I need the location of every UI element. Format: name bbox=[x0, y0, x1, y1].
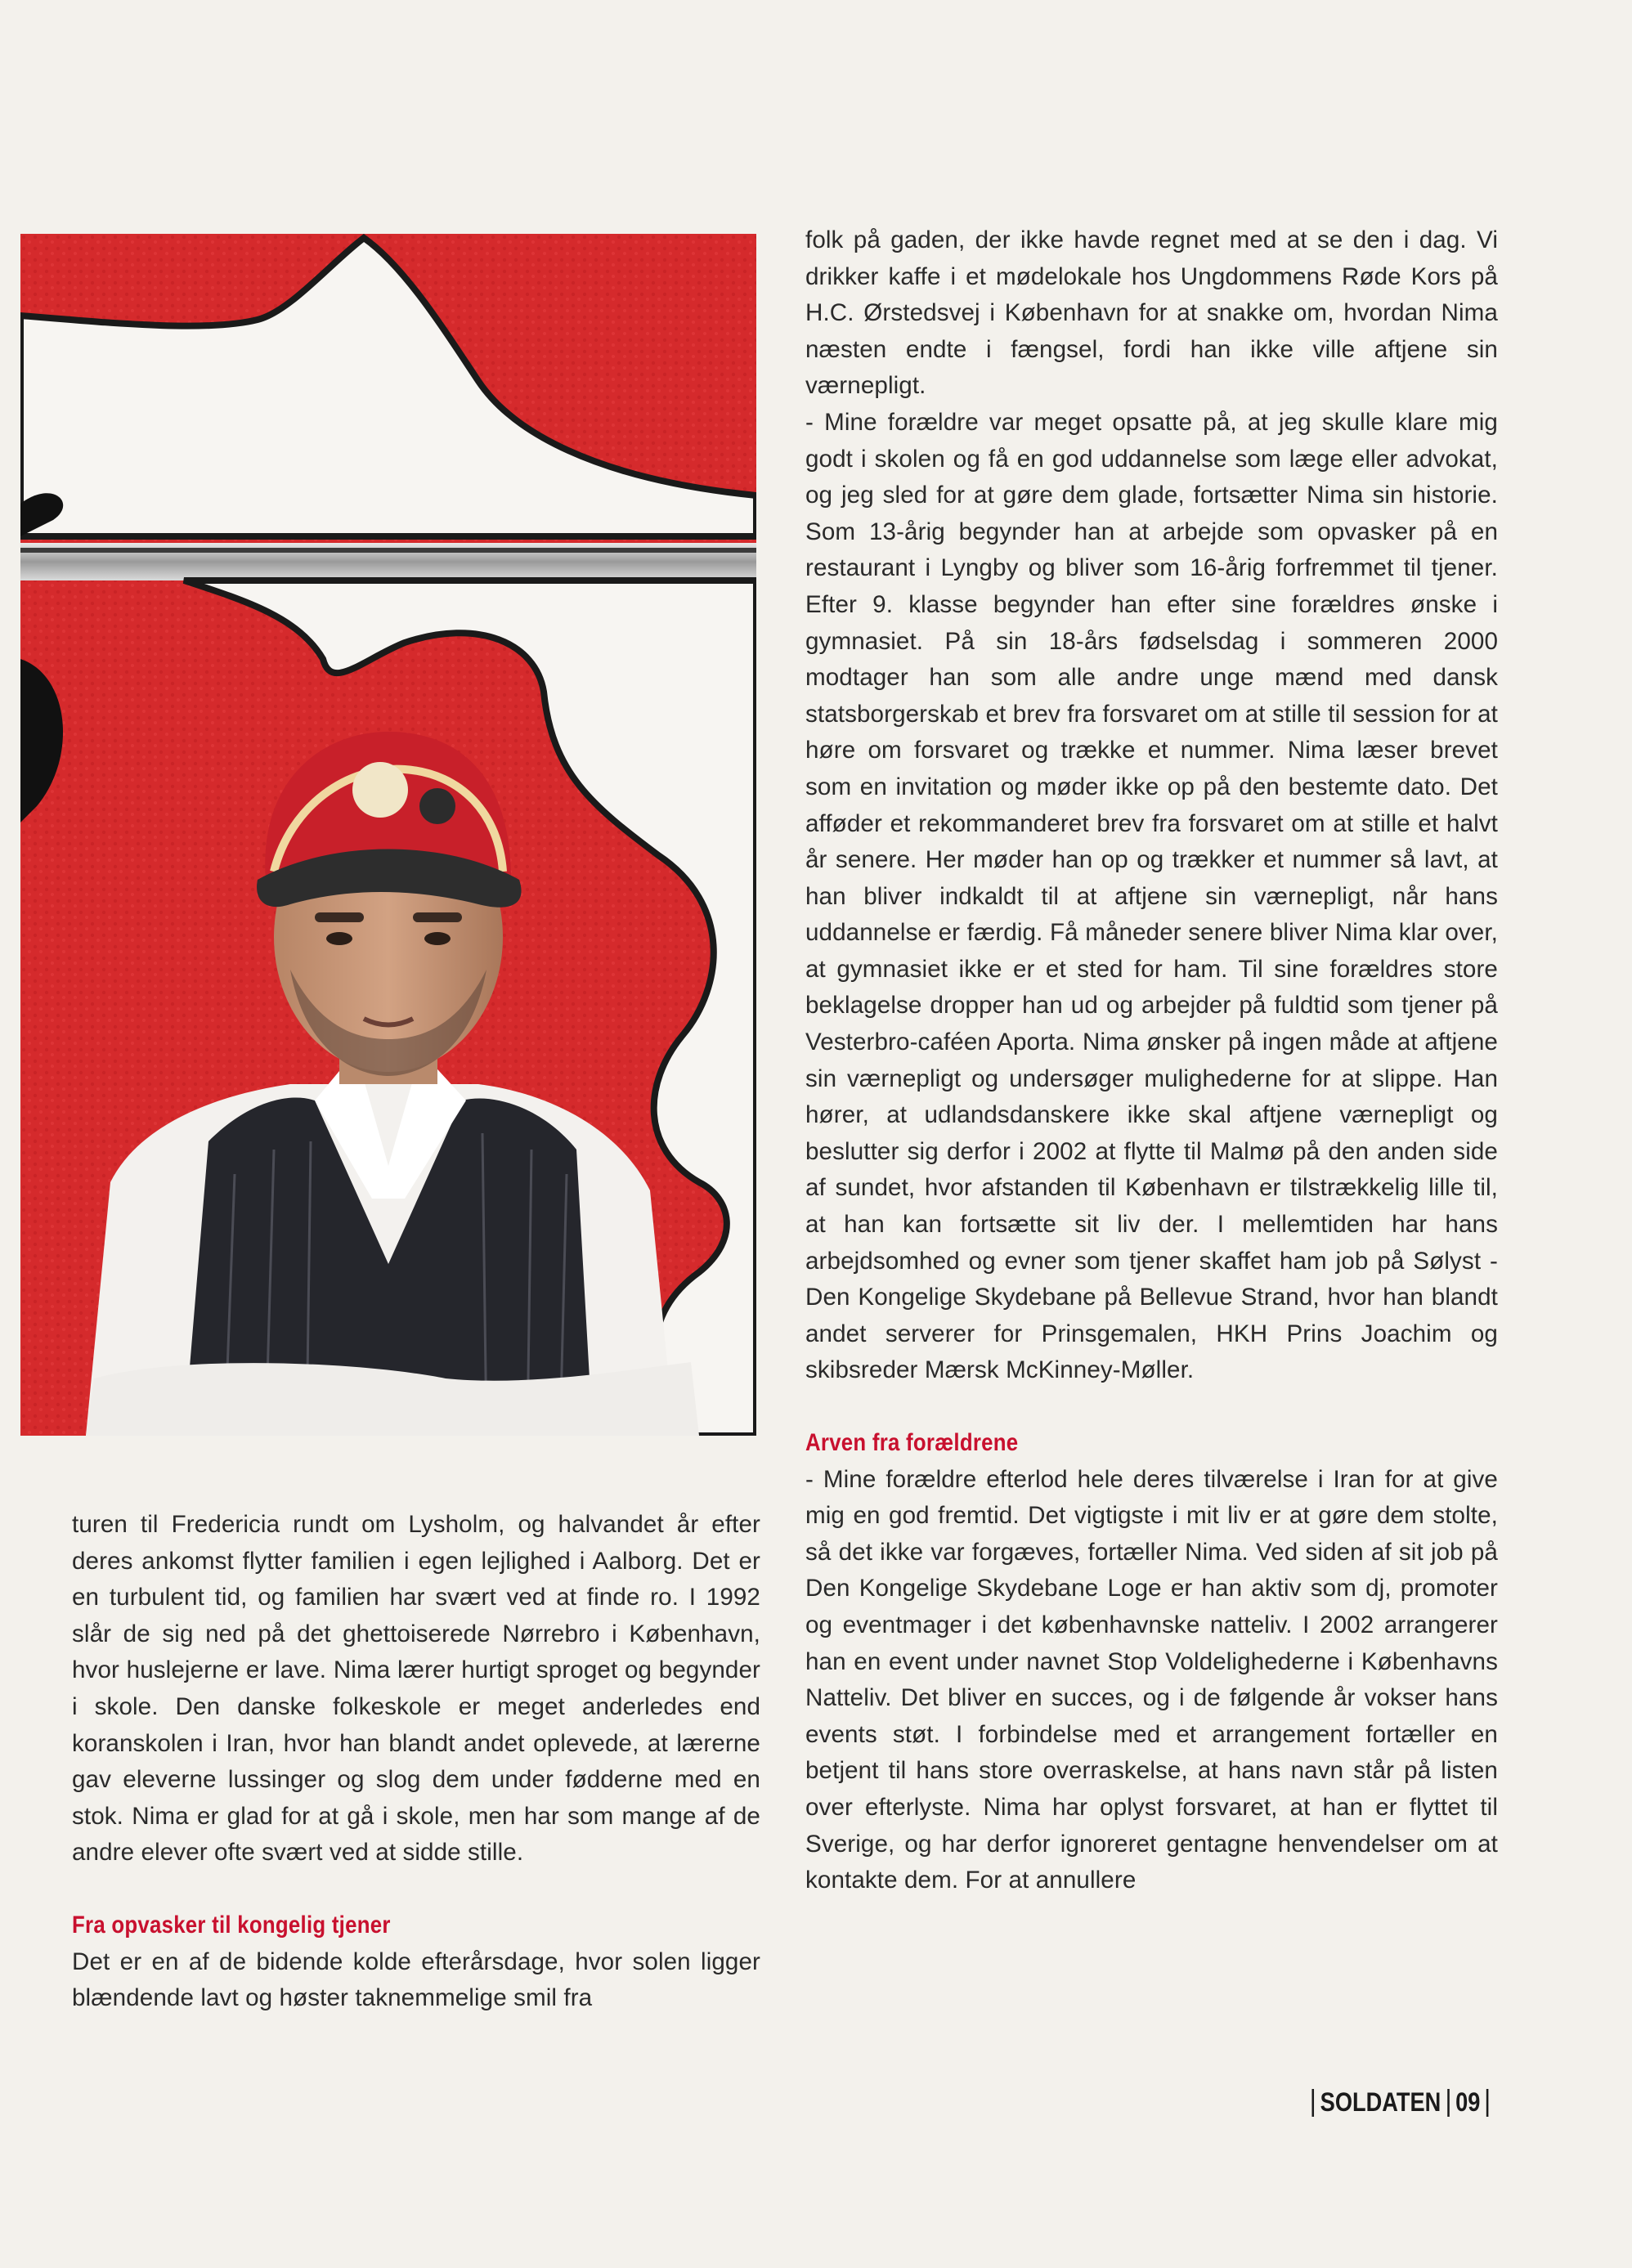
right-paragraph-3: - Mine forældre efterlod hele deres tilværelse i Iran for at give mig en god fremtid. Det vigtigste i mit liv er at gøre dem stolte, så det ikke var forgæves, fortæller Nima. Ved siden af sit job på Den Kongelige Skydebane Loge er han aktiv som dj, promoter og eventmager i det københavnske natteliv. I 2002 arrangerer han en event under navnet Stop Voldelighederne i Københavns Natteliv. Det bliver en succes, og i de følgende år vokser hans events støt. I forbindelse med et arrangement fortæller en betjent til hans store overraskelse, at hans navn står på listen over efterlyste. Nima har oplyst forsvaret, at han er flyttet til Sverige, og har derfor ignoreret gentagne henvendelser om at kontakte dem. For at annullere bbox=[805, 1465, 1498, 1894]
page-number: 09 bbox=[1455, 2087, 1481, 2117]
page-footer bbox=[1306, 2087, 1495, 2118]
left-paragraph-1: turen til Fredericia rundt om Lysholm, og halvandet år efter deres ankomst flytter familien i egen lejlighed i Aalborg. Det er en turbulent tid, og familien har svært ved at finde ro. I 1992 slår de sig ned på det ghettoiserede Nørrebro i København, hvor huslejerne er lave. Nima lærer hurtigt sproget og begynder i skole. Den danske folkeskole er meget anderledes end koranskolen i Iran, hvor han blandt andet oplevede, at lærerne gav eleverne lussinger og slog dem under fødderne med en stok. Nima er glad for at gå i skole, men har som mange af de andre elever ofte svært ved at sidde stille. bbox=[72, 1511, 760, 1867]
footer-divider bbox=[1447, 2089, 1450, 2117]
footer-divider bbox=[1311, 2089, 1314, 2117]
portrait-photo-icon bbox=[20, 234, 756, 1436]
left-text-column bbox=[72, 1507, 760, 2017]
right-text-column bbox=[805, 222, 1498, 1899]
subheading-opvasker: Fra opvasker til kongelig tjener bbox=[72, 1911, 391, 1939]
magazine-name: SOLDATEN bbox=[1320, 2087, 1441, 2117]
right-paragraph-2: - Mine forældre var meget opsatte på, at jeg skulle klare mig godt i skolen og få en god uddannelse som læge eller advokat, og jeg sled for at gøre dem glade, fortsætter Nima sin historie. Som 13-årig begynder han at arbejde som opvasker på en restaurant i Lyngby og bliver som 16-årig forfremmet til tjener. Efter 9. klasse begynder han efter sine forældres ønske i gymnasiet. På sin 18-års fødselsdag i sommeren 2000 modtager han som alle andre unge mænd med dansk statsborgerskab et brev fra forsvaret om at stille til session for at høre om forsvaret og trække et nummer. Nima læser brevet som en invitation og møder ikke op på den bestemte dato. Det afføder et rekommanderet brev fra forsvaret om at stille et halvt år senere. Her møder han op og trækker et nummer så lavt, at han bliver indkaldt til at aftjene sin værnepligt, når hans uddannelse er færdig. Få måneder senere bliver Nima klar over, at gymnasiet ikke er et sted for ham. Til sine forældres store beklagelse dropper han ud og arbejder på fuldtid som tjener på Vesterbro-caféen Aporta. Nima ønsker på ingen måde at aftjene sin værnepligt og undersøger mulighederne for at slippe. Han hører, at udlandsdanskere ikke skal aftjene værnepligt og beslutter sig derfor i 2002 at flytte til Malmø på den anden side af sundet, hvor afstanden til København er tilstrækkelig lille til, at han kan fortsætte sit liv der. I mellemtiden har hans arbejdsomhed og evner som tjener skaffet ham job på Sølyst - Den Kongelige Skydebane på Bellevue Strand, hvor han blandt andet serverer for Prinsgemalen, HKH Prins Joachim og skibsreder Mærsk McKinney-Møller. bbox=[805, 408, 1498, 1384]
footer-divider bbox=[1486, 2089, 1489, 2117]
subheading-arven: Arven fra forældrene bbox=[805, 1429, 1019, 1456]
left-paragraph-2: Det er en af de bidende kolde efterårsdage, hvor solen ligger blændende lavt og høster taknemmelige smil fra bbox=[72, 1948, 760, 2012]
right-paragraph-1: folk på gaden, der ikke havde regnet med at se den i dag. Vi drikker kaffe i et mødelokale hos Ungdommens Røde Kors på H.C. Ørstedsvej i København for at snakke om, hvordan Nima næsten endte i fængsel, fordi han ikke ville aftjene sin værnepligt. bbox=[805, 226, 1498, 400]
portrait-photo bbox=[20, 234, 756, 1436]
